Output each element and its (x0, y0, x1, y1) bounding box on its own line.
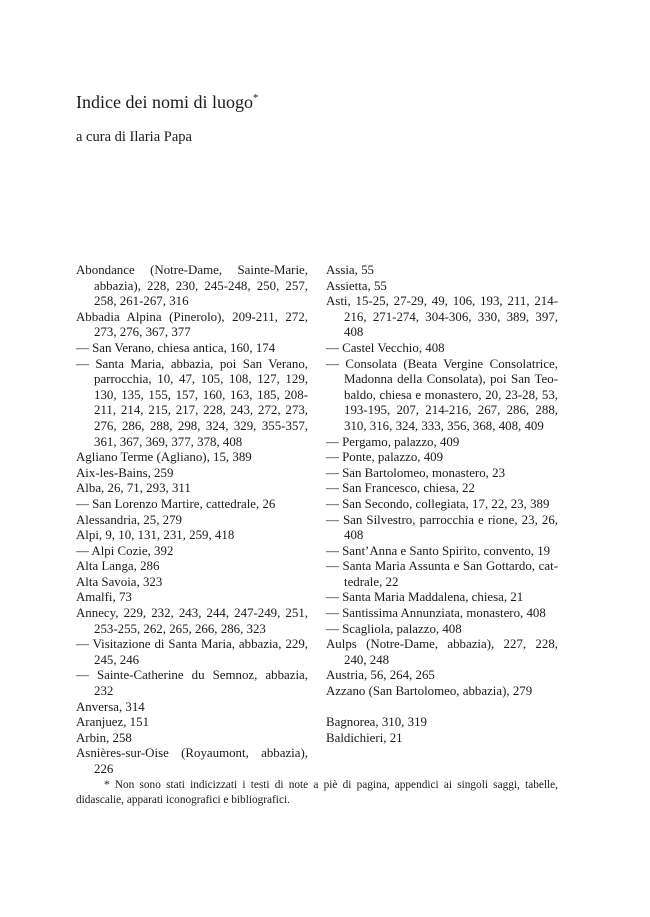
index-entry: Annecy, 229, 232, 243, 244, 247-249, 251, 253-255, 262, 265, 266, 286, 323 (76, 606, 308, 636)
index-entry: — San Verano, chiesa antica, 160, 174 (76, 340, 276, 355)
index-entry: — Sant’Anna e Santo Spirito, convento, 19 (326, 543, 551, 558)
index-entry: — Santa Maria Maddalena, chiesa, 21 (326, 590, 524, 605)
index-entry: Arbin, 258 (76, 730, 132, 745)
index-entry: Asti, 15-25, 27-29, 49, 106, 193, 211, 214-216, 271-274, 304-306, 330, 389, 397, 408 (326, 294, 558, 340)
index-entry: — Consolata (Beata Vergine Consolatrice, Madonna della Consolata), poi San Teo-baldo, chiesa e monastero, 20, 23-28, 53, 193-195, 207, 214-216, 267, 286, 288, 310, 316, 324, 333, 356, 368, 408, 409 (326, 356, 558, 433)
page-title-text: Indice dei nomi di luogo (76, 92, 253, 112)
index-entry: Baldichieri, 21 (326, 730, 403, 745)
index-entry: Aulps (Notre-Dame, abbazia), 227, 228, 240, 248 (326, 637, 558, 667)
index-entry: — Santissima Annunziata, monastero, 408 (326, 606, 546, 621)
index-entry: Assietta, 55 (326, 278, 387, 293)
footnote: * Non sono stati indicizzati i testi di note a piè di pagina, appendici ai singoli saggi, tabelle, didascalie, apparati iconografici e bibliografici. (76, 779, 558, 807)
index-entry: Austria, 56, 264, 265 (326, 668, 435, 683)
index-entry: — Sainte-Catherine du Semnoz, abbazia, 232 (76, 668, 308, 699)
index-entry: Amalfi, 73 (76, 590, 132, 605)
index-entry: — San Francesco, chiesa, 22 (326, 481, 475, 496)
index-entry: Bagnorea, 310, 319 (326, 715, 427, 730)
index-entry: Alta Langa, 286 (76, 559, 160, 574)
index-entry: — Castel Vecchio, 408 (326, 340, 445, 355)
index-entry: — Alpi Cozie, 392 (76, 543, 174, 558)
index-entry: Abondance (Notre-Dame, Sainte-Marie, abbazia), 228, 230, 245-248, 250, 257, 258, 261-267, 316 (76, 263, 308, 309)
index-entry: — San Bartolomeo, monastero, 23 (326, 465, 506, 480)
index-entry: Alessandria, 25, 279 (76, 512, 182, 527)
index-column-right (326, 263, 558, 746)
footnote-marker: * (252, 92, 259, 104)
index-entry: Alba, 26, 71, 293, 311 (76, 481, 191, 496)
index-entry: — San Silvestro, parrocchia e rione, 23, 26, 408 (326, 512, 558, 543)
index-entry: — Scagliola, palazzo, 408 (326, 621, 462, 636)
page-subtitle: a cura di Ilaria Papa (76, 129, 192, 145)
index-entry: — Ponte, palazzo, 409 (326, 450, 444, 465)
index-entry: — Santa Maria Assunta e San Gottardo, cat-tedrale, 22 (326, 559, 558, 589)
index-entry: Aix-les-Bains, 259 (76, 465, 174, 480)
index-entry: — Pergamo, palazzo, 409 (326, 434, 460, 449)
index-entry: — Visitazione di Santa Maria, abbazia, 229, 245, 246 (76, 637, 308, 667)
index-entry: Asnières-sur-Oise (Royaumont, abbazia), 226 (76, 746, 308, 776)
index-entry: Anversa, 314 (76, 699, 145, 714)
index-entry: Assia, 55 (326, 263, 374, 277)
index-entry: Alpi, 9, 10, 131, 231, 259, 418 (76, 528, 235, 543)
index-entry: — San Lorenzo Martire, cattedrale, 26 (76, 496, 276, 511)
index-entry: Alta Savoia, 323 (76, 574, 163, 589)
index-entry: Aranjuez, 151 (76, 715, 150, 730)
index-entry: Agliano Terme (Agliano), 15, 389 (76, 450, 252, 465)
index-entry: Abbadia Alpina (Pinerolo), 209-211, 272, 273, 276, 367, 377 (76, 309, 308, 340)
index-column-left (76, 263, 308, 778)
page-title (76, 91, 258, 113)
index-entry: — San Secondo, collegiata, 17, 22, 23, 389 (326, 496, 550, 511)
index-entry: Azzano (San Bartolomeo, abbazia), 279 (326, 684, 533, 699)
index-entry: — Santa Maria, abbazia, poi San Verano, parrocchia, 10, 47, 105, 108, 127, 129, 130, 135, 155, 157, 160, 163, 185, 208-211, 214, 215, 217, 228, 243, 272, 273, 276, 286, 288, 298, 324, 329, 355-357, 361, 367, 369, 377, 378, 408 (76, 356, 308, 449)
